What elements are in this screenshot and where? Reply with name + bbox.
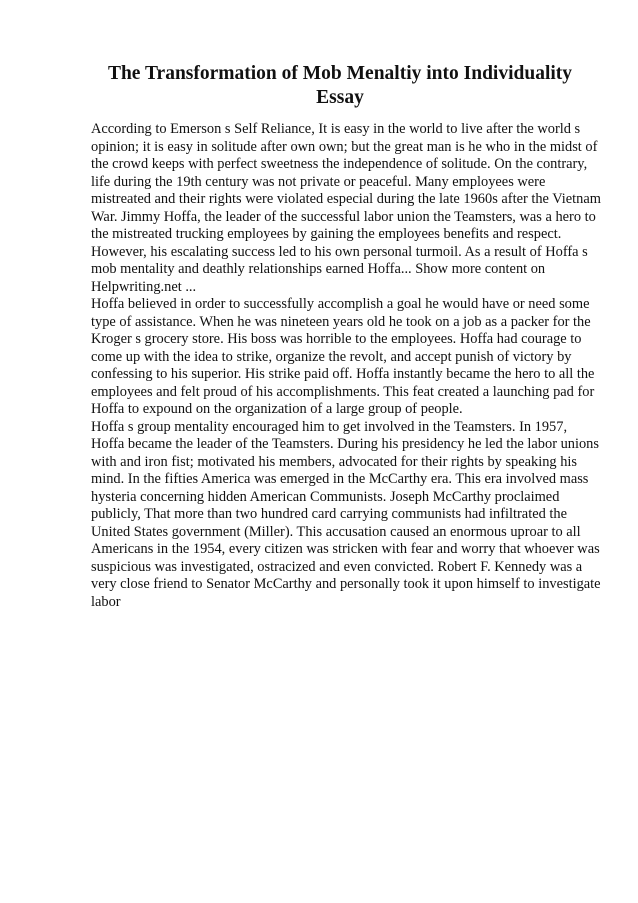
paragraph-hoffa-assistance: Hoffa believed in order to successfully accomplish a goal he would have or need some type of assistance. When he was nineteen years old he took on a job as a packer for the Kroger s grocery store. His boss was horrible to the employees. Hoffa had courage to come up with the idea to strike, organize the revolt, and accept punish of victory by confessing to his superior. His strike paid off. Hoffa instantly became the hero to all the employees and felt proud of his accomplishments. This feat created a launching pad for Hoffa to expound on the organization of a large group of people. <box>91 296 595 417</box>
paragraph-intro: According to Emerson s Self Reliance, It is easy in the world to live after the world s opinion; it is easy in solitude after own own; but the great man is he who in the midst of the crowd keeps with perfect sweetness the independence of solitude. On the contrary, life during the 19th century was not private or peaceful. Many employees were mistreated and their rights were violated especial during the late 1960s after the Vietnam War. Jimmy Hoffa, the leader of the successful labor union the Teamsters, was a hero to the mistreated trucking employees by gaining the employees benefits and respect. However, his escalating success led to his own personal turmoil. As a result of Hoffa s mob mentality and deathly relationships earned Hoffa... Show more content on Helpwriting.net ... <box>91 121 601 295</box>
essay-body <box>91 121 601 611</box>
essay-title: The Transformation of Mob Menaltiy into Individuality Essay <box>107 63 573 108</box>
paragraph-teamsters: Hoffa s group mentality encouraged him to get involved in the Teamsters. In 1957, Hoffa became the leader of the Teamsters. During his presidency he led the labor unions with and iron fist; motivated his members, advocated for their rights by speaking his mind. In the fifties America was emerged in the McCarthy era. This era involved mass hysteria concerning hidden American Communists. Joseph McCarthy proclaimed publicly, That more than two hundred card carrying communists had infiltrated the United States government (Miller). This accusation caused an enormous uproar to all Americans in the 1954, every citizen was stricken with fear and worry that whoever was suspicious was investigated, ostracized and even convicted. Robert F. Kennedy was a very close friend to Senator McCarthy and personally took it upon himself to investigate labor <box>91 418 601 610</box>
